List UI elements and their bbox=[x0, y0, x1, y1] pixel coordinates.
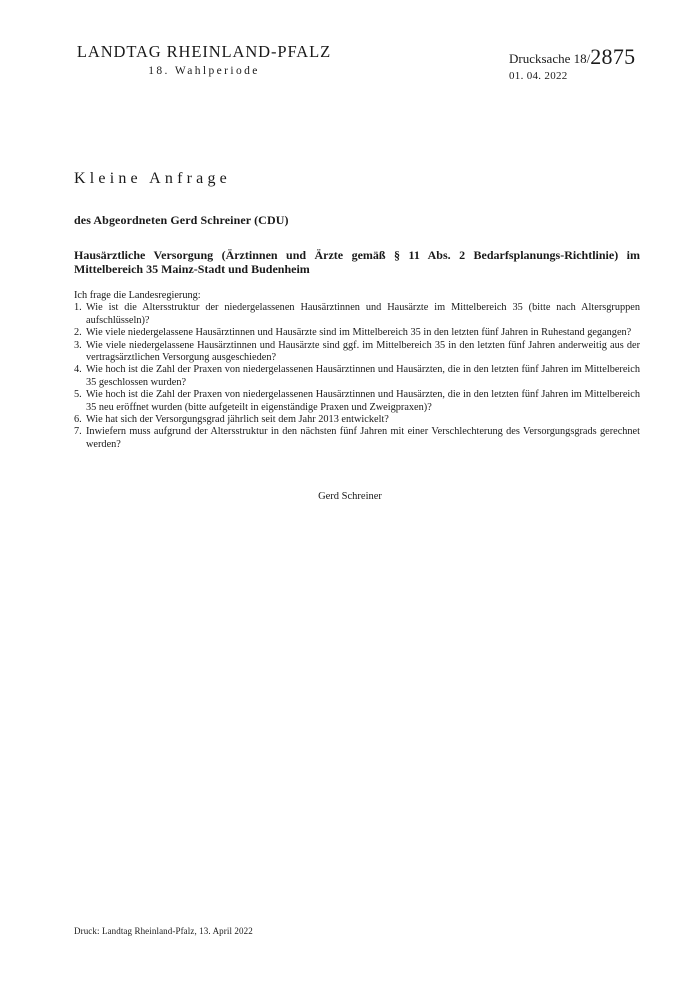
question-text: Wie viele niedergelassene Hausärztinnen und Hausärzte sind ggf. im Mittelbereich 35 in den letzten fünf Jahren anderweitig aus der vertragsärztlichen Versorgung ausgeschieden? bbox=[86, 339, 640, 364]
question-number: 5. bbox=[74, 389, 82, 401]
question-item bbox=[74, 426, 640, 451]
question-list bbox=[74, 302, 640, 451]
drucksache-number: 2875 bbox=[590, 44, 636, 69]
subject-heading: Hausärztliche Versorgung (Ärztinnen und Ärzte gemäß § 11 Abs. 2 Bedarfsplanungs-Richtlinie) im Mittelbereich 35 Mainz-Stadt und Budenheim bbox=[74, 248, 640, 276]
question-text: Wie hat sich der Versorgungsgrad jährlich seit dem Jahr 2013 entwickelt? bbox=[86, 414, 389, 426]
question-number: 6. bbox=[74, 414, 82, 426]
question-number: 7. bbox=[74, 426, 82, 438]
question-number: 1. bbox=[74, 302, 82, 314]
question-text: Wie hoch ist die Zahl der Praxen von niedergelassenen Hausärztinnen und Hausärzten, die in den letzten fünf Jahren im Mittelbereich 35 geschlossen wurden? bbox=[86, 364, 640, 388]
signature: Gerd Schreiner bbox=[318, 491, 382, 502]
question-text: Wie hoch ist die Zahl der Praxen von niedergelassenen Hausärztinnen und Hausärzten, die in den letzten fünf Jahren im Mittelbereich 35 neu eröffnet wurden (bitte aufgeteilt in eigenständige Praxen und Zweigpraxen)? bbox=[86, 389, 640, 413]
question-item bbox=[74, 414, 640, 426]
question-item bbox=[74, 364, 640, 389]
question-item bbox=[74, 327, 640, 339]
question-number: 3. bbox=[74, 339, 82, 351]
question-item bbox=[74, 302, 640, 327]
print-footer: Druck: Landtag Rheinland-Pfalz, 13. April 2022 bbox=[74, 926, 253, 936]
author-line: des Abgeordneten Gerd Schreiner (CDU) bbox=[74, 213, 289, 227]
question-item bbox=[74, 389, 640, 414]
question-number: 4. bbox=[74, 364, 82, 376]
question-body bbox=[74, 290, 640, 451]
question-item bbox=[74, 340, 640, 365]
parliament-name: LANDTAG RHEINLAND-PFALZ bbox=[76, 42, 332, 61]
drucksache-date: 01. 04. 2022 bbox=[509, 70, 568, 82]
document-type-heading: Kleine Anfrage bbox=[74, 170, 231, 187]
question-text: Wie ist die Altersstruktur der niedergelassenen Hausärztinnen und Hausärzte im Mittelbereich 35 (bitte nach Altersgruppen aufschlüsseln)? bbox=[86, 302, 640, 326]
drucksache-line bbox=[509, 46, 669, 69]
intro-text: Ich frage die Landesregierung: bbox=[74, 290, 201, 301]
drucksache-block bbox=[509, 46, 669, 82]
question-text: Inwiefern muss aufgrund der Altersstruktur in den nächsten fünf Jahren mit einer Verschlechterung des Versorgungsgrads gerechnet werden? bbox=[86, 426, 640, 450]
parliament-header bbox=[74, 42, 334, 78]
question-text: Wie viele niedergelassene Hausärztinnen und Hausärzte sind im Mittelbereich 35 in den letzten fünf Jahren in Ruhestand gegangen? bbox=[86, 327, 632, 339]
question-number: 2. bbox=[74, 327, 82, 339]
legislative-period: 18. Wahlperiode bbox=[148, 65, 260, 77]
drucksache-label: Drucksache 18/ bbox=[509, 51, 591, 66]
